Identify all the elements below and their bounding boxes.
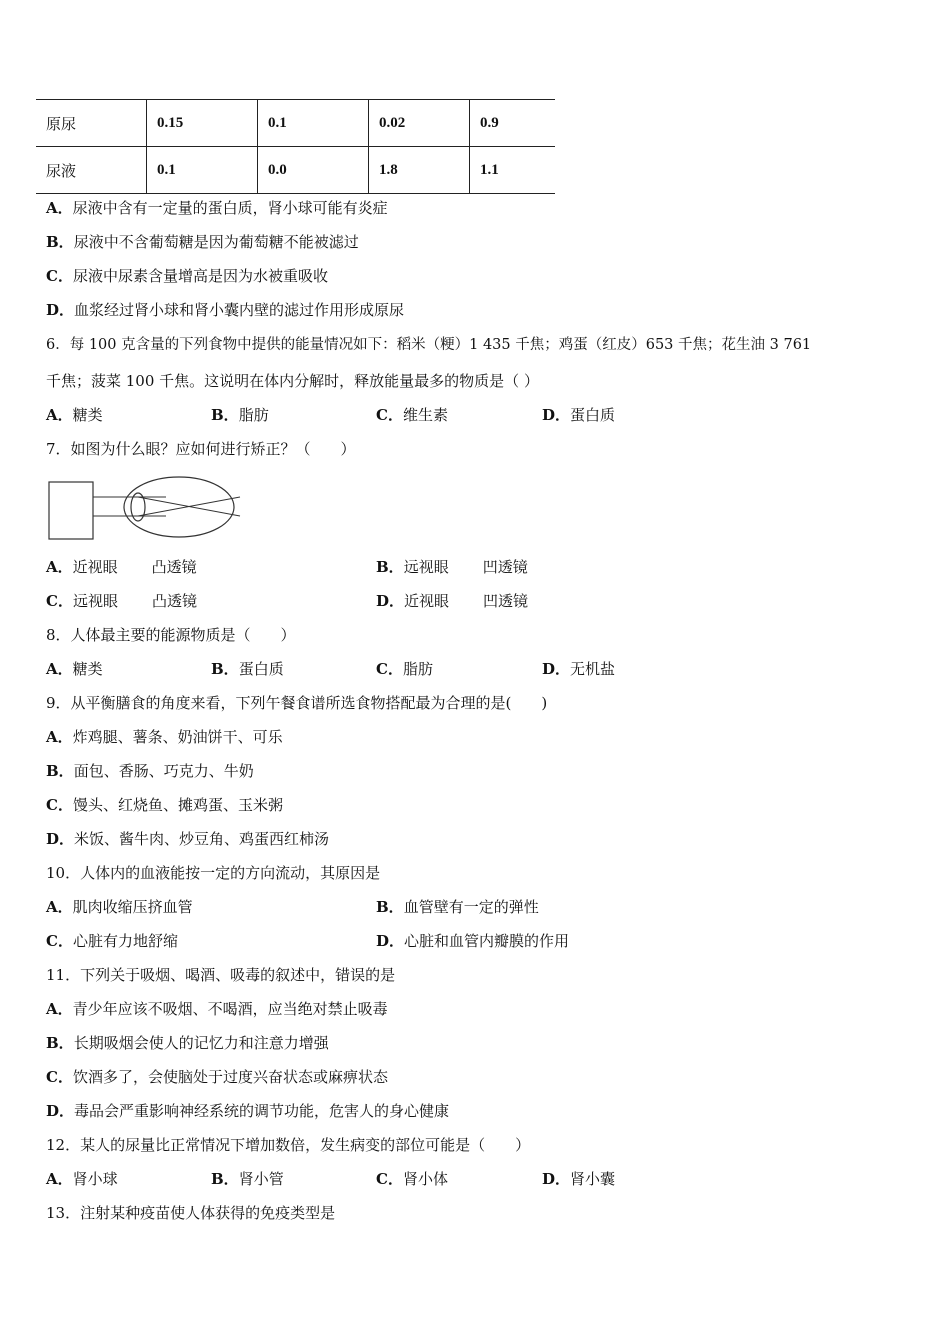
q8-option-b: B．蛋白质: [211, 660, 284, 678]
eye-diagram: [46, 474, 246, 544]
table-cell: 0.1: [258, 100, 369, 147]
q7-option-a: A．近视眼 凸透镜: [46, 558, 197, 576]
row-name: 原尿: [36, 100, 147, 147]
q6-stem-line1: 6．每 100 克含量的下列食物中提供的能量情况如下：稻米（粳）1 435 千焦；鸡蛋（红皮）653 千焦；花生油 3 761: [46, 337, 812, 353]
table-cell: 0.0: [258, 147, 369, 194]
q9-option-d: D．米饭、酱牛肉、炒豆角、鸡蛋西红柿汤: [46, 830, 330, 848]
q10-option-b: B．血管壁有一定的弹性: [376, 898, 539, 916]
q8-stem: 8．人体最主要的能源物质是（ ）: [46, 626, 296, 644]
q11-option-d: D．毒品会严重影响神经系统的调节功能，危害人的身心健康: [46, 1102, 450, 1120]
q12-option-d: D．肾小囊: [542, 1170, 616, 1188]
q5-option-a: A．尿液中含有一定量的蛋白质，肾小球可能有炎症: [46, 199, 388, 217]
q12-stem: 12．某人的尿量比正常情况下增加数倍，发生病变的部位可能是（ ）: [46, 1136, 531, 1154]
table-cell: 0.15: [147, 100, 258, 147]
q10-option-a: A．肌肉收缩压挤血管: [46, 898, 193, 916]
q12-option-c: C．肾小体: [376, 1170, 448, 1188]
table-cell: 0.1: [147, 147, 258, 194]
q6-option-c: C．维生素: [376, 406, 448, 424]
q13-stem: 13．注射某种疫苗使人体获得的免疫类型是: [46, 1204, 336, 1222]
eyeball: [124, 477, 234, 537]
table-cell: 0.9: [470, 100, 556, 147]
q7-option-d: D．近视眼 凹透镜: [376, 592, 529, 610]
q10-option-d: D．心脏和血管内瓣膜的作用: [376, 932, 570, 950]
q11-option-a: A．青少年应该不吸烟、不喝酒，应当绝对禁止吸毒: [46, 1000, 388, 1018]
q5-option-b: B．尿液中不含葡萄糖是因为葡萄糖不能被滤过: [46, 233, 359, 251]
object-box: [49, 482, 93, 539]
q9-option-b: B．面包、香肠、巧克力、牛奶: [46, 762, 254, 780]
q9-stem: 9．从平衡膳食的角度来看，下列午餐食谱所选食物搭配最为合理的是( ): [46, 694, 548, 712]
table-row: [36, 100, 555, 147]
q12-option-a: A．肾小球: [46, 1170, 118, 1188]
q8-option-a: A．糖类: [46, 660, 103, 678]
table-cell: 1.8: [369, 147, 470, 194]
q9-option-a: A．炸鸡腿、薯条、奶油饼干、可乐: [46, 728, 283, 746]
q7-option-b: B．远视眼 凹透镜: [376, 558, 528, 576]
q11-option-b: B．长期吸烟会使人的记忆力和注意力增强: [46, 1034, 329, 1052]
q8-option-d: D．无机盐: [542, 660, 616, 678]
q10-stem: 10．人体内的血液能按一定的方向流动，其原因是: [46, 864, 381, 882]
row-name: 尿液: [36, 147, 147, 194]
urine-data-table: [36, 99, 555, 194]
q11-stem: 11．下列关于吸烟、喝酒、吸毒的叙述中，错误的是: [46, 966, 396, 984]
q7-stem: 7．如图为什么眼？应如何进行矫正？（ ）: [46, 440, 356, 458]
q6-option-a: A．糖类: [46, 406, 103, 424]
table-row: [36, 147, 555, 194]
table-cell: 1.1: [470, 147, 556, 194]
q9-option-c: C．馒头、红烧鱼、摊鸡蛋、玉米粥: [46, 796, 283, 814]
q6-option-b: B．脂肪: [211, 406, 269, 424]
table-cell: 0.02: [369, 100, 470, 147]
q8-option-c: C．脂肪: [376, 660, 433, 678]
q5-option-d: D．血浆经过肾小球和肾小囊内壁的滤过作用形成原尿: [46, 301, 405, 319]
q6-stem-line2: 千焦；菠菜 100 千焦。这说明在体内分解时，释放能量最多的物质是（ ）: [46, 372, 539, 390]
q10-option-c: C．心脏有力地舒缩: [46, 932, 178, 950]
q12-option-b: B．肾小管: [211, 1170, 284, 1188]
q7-option-c: C．远视眼 凸透镜: [46, 592, 197, 610]
q6-option-d: D．蛋白质: [542, 406, 616, 424]
q11-option-c: C．饮酒多了，会使脑处于过度兴奋状态或麻痹状态: [46, 1068, 388, 1086]
q5-option-c: C．尿液中尿素含量增高是因为水被重吸收: [46, 267, 328, 285]
